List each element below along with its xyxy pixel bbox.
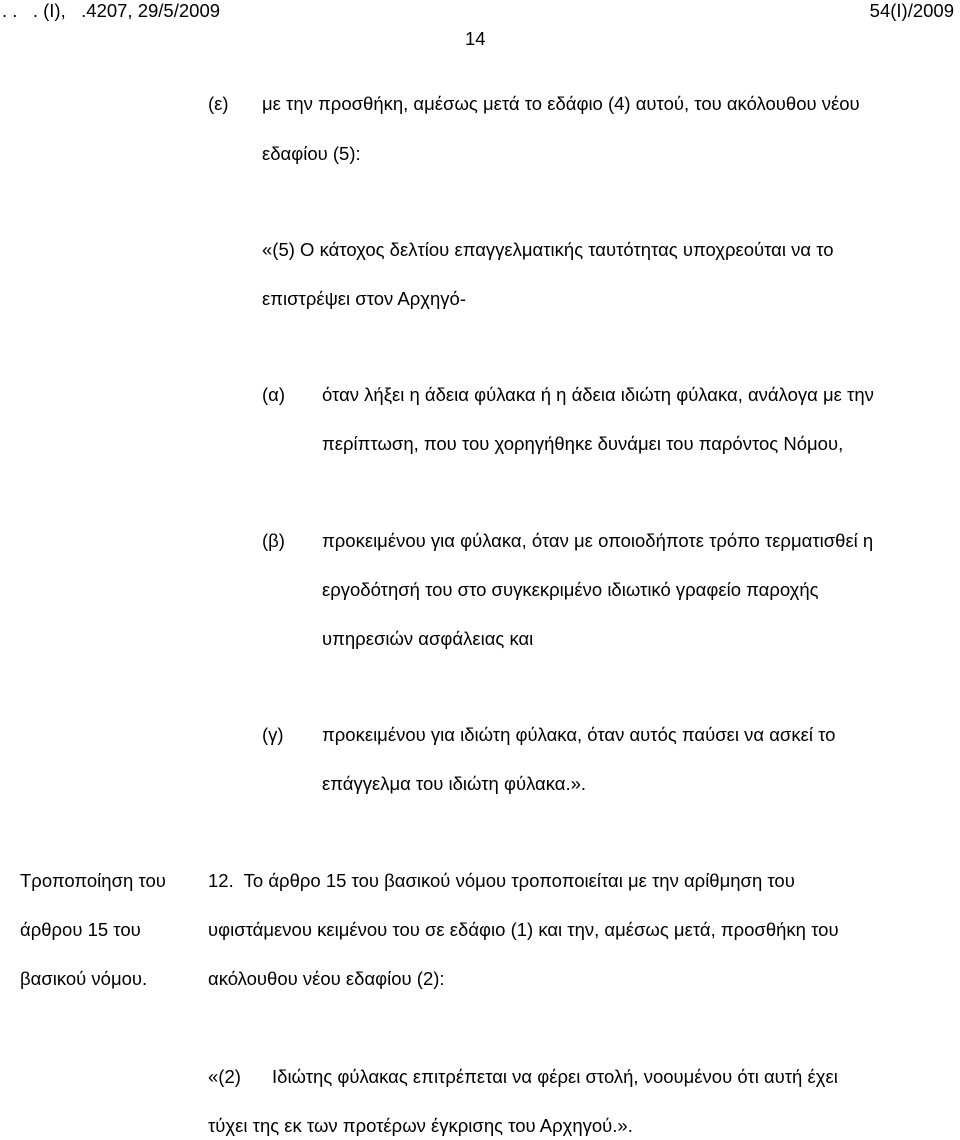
quote-5-line-1: «(5) Ο κάτοχος δελτίου επαγγελματικής ταυτότητας υποχρεούται να το [262, 239, 834, 260]
item-b-line-3: υπηρεσιών ασφάλειας και [322, 628, 534, 649]
header-gazette-reference: . . . (Ι), .4207, 29/5/2009 [2, 0, 221, 21]
header-law-number: 54(Ι)/2009 [869, 0, 954, 21]
item-c-line-1: προκειμένου για ιδιώτη φύλακα, όταν αυτός παύσει να ασκεί το [322, 724, 836, 745]
page-number: 14 [465, 28, 486, 49]
para-e-line-1: με την προσθήκη, αμέσως μετά το εδάφιο (4) αυτού, του ακόλουθου νέου [262, 93, 860, 114]
section-12-line-3: ακόλουθου νέου εδαφίου (2): [208, 968, 445, 989]
item-a-line-2: περίπτωση, που του χορηγήθηκε δυνάμει του παρόντος Νόμου, [322, 433, 844, 454]
section-12-line-2: υφιστάμενου κειμένου του σε εδάφιο (1) και την, αμέσως μετά, προσθήκη του [208, 919, 839, 940]
para-e-line-2: εδαφίου (5): [262, 143, 361, 164]
side-note-line-1: Τροποποίηση του [20, 870, 166, 891]
side-note-line-2: άρθρου 15 του [20, 919, 141, 940]
item-b-line-2: εργοδότησή του στο συγκεκριμένο ιδιωτικό γραφείο παροχής [322, 579, 819, 600]
quote-2-line-1: Ιδιώτης φύλακας επιτρέπεται να φέρει στολή, νοουμένου ότι αυτή έχει [272, 1066, 838, 1087]
section-12-line-1: 12. Το άρθρο 15 του βασικού νόμου τροποποιείται με την αρίθμηση του [208, 870, 795, 891]
item-b-line-1: προκειμένου για φύλακα, όταν με οποιοδήποτε τρόπο τερματισθεί η [322, 530, 874, 551]
side-note-line-3: βασικού νόμου. [20, 968, 148, 989]
item-b-marker: (β) [262, 530, 285, 551]
item-a-marker: (α) [262, 384, 286, 405]
quote-2-line-2: τύχει της εκ των προτέρων έγκρισης του Αρχηγού.». [208, 1115, 633, 1136]
para-e-marker: (ε) [208, 93, 229, 114]
item-a-line-1: όταν λήξει η άδεια φύλακα ή η άδεια ιδιώτη φύλακα, ανάλογα με την [322, 384, 874, 405]
item-c-marker: (γ) [262, 724, 284, 745]
quote-2-marker: «(2) [208, 1066, 241, 1087]
item-c-line-2: επάγγελμα του ιδιώτη φύλακα.». [322, 773, 587, 794]
quote-5-line-2: επιστρέψει στον Αρχηγό- [262, 288, 466, 309]
